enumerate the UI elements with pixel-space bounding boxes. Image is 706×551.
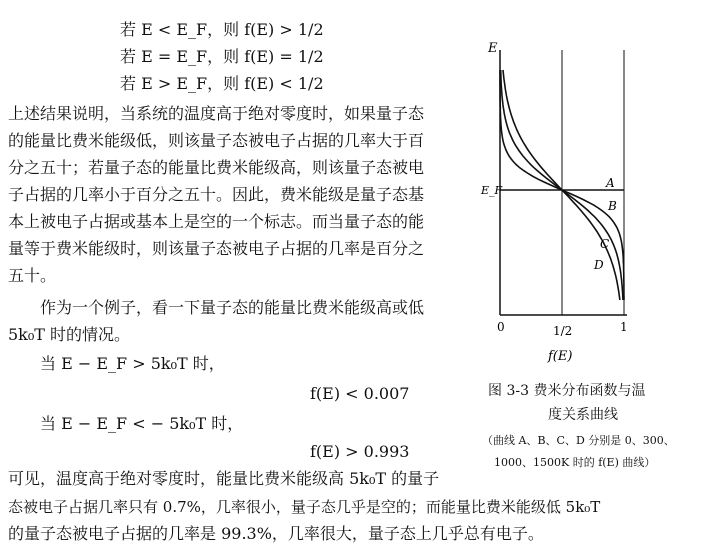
- paragraph1-line: 上述结果说明，当系统的温度高于绝对零度时，如果量子态: [8, 104, 425, 123]
- paragraph3-line: 可见，温度高于绝对零度时，能量比费米能级高 5k₀T 的量子: [8, 469, 440, 488]
- paragraph1-line: 分之五十；若量子态的能量比费米能级高，则该量子态被电: [8, 158, 425, 177]
- paragraph1-line: 的能量比费米能级低，则该量子态被电子占据的几率大于百: [8, 131, 425, 150]
- paragraph1-line: 子占据的几率小于百分之五十。因此，费米能级是量子态基: [8, 185, 425, 204]
- paragraph2-line: 5k₀T 时的情况。: [8, 325, 131, 344]
- condition-2: [120, 47, 324, 67]
- figure-caption-1: 图 3-3 费米分布函数与温: [488, 383, 646, 399]
- figure-caption-2: 度关系曲线: [548, 407, 618, 423]
- condition-3: [120, 74, 324, 94]
- x-tick-1: 1: [620, 320, 628, 334]
- curve-label-c: C: [600, 237, 610, 251]
- case1-condition: 当 E − E_F > 5k₀T 时，: [40, 354, 225, 373]
- curve-label-b: B: [608, 199, 617, 213]
- y-axis-label: E: [488, 41, 498, 56]
- paragraph2-line: 作为一个例子，看一下量子态的能量比费米能级高或低: [40, 298, 425, 317]
- curve-label-a: A: [606, 176, 615, 190]
- figure-caption-3: （曲线 A、B、C、D 分别是 0、300、: [482, 434, 675, 447]
- paragraph3-line: 态被电子占据几率只有 0.7%，几率很小，量子态几乎是空的；而能量比费米能级低 5k₀T: [8, 498, 601, 516]
- paragraph1-line: 本上被电子占据或基本上是空的一个标志。而当量子态的能: [8, 212, 425, 231]
- curve-label-d: D: [594, 258, 604, 272]
- case2-condition: 当 E − E_F < − 5k₀T 时，: [40, 414, 244, 433]
- curve-c: [501, 70, 623, 300]
- case2-result: f(E) > 0.993: [310, 442, 410, 461]
- x-tick-half: 1/2: [553, 324, 573, 338]
- figure-caption-4: 1000、1500K 时的 f(E) 曲线）: [494, 456, 656, 469]
- x-tick-0: 0: [497, 320, 505, 334]
- condition-3-text: 若 E > E_F，则 f(E) < 1/2: [120, 74, 324, 93]
- x-axis-label: f(E): [548, 349, 573, 364]
- condition-1: [120, 20, 324, 40]
- paragraph3-line: 的量子态被电子占据的几率是 99.3%，几率很大，量子态上几乎总有电子。: [8, 524, 544, 543]
- condition-2-text: 若 E = E_F，则 f(E) = 1/2: [120, 47, 324, 66]
- curve-b: [500, 70, 624, 300]
- paragraph1-line: 五十。: [8, 266, 57, 285]
- paragraph1-line: 量等于费米能级时，则该量子态被电子占据的几率是百分之: [8, 239, 425, 258]
- condition-1-text: 若 E < E_F，则 f(E) > 1/2: [120, 20, 324, 39]
- case1-result: f(E) < 0.007: [310, 384, 410, 403]
- fermi-label: E_F: [481, 184, 503, 197]
- curve-d: [503, 70, 620, 300]
